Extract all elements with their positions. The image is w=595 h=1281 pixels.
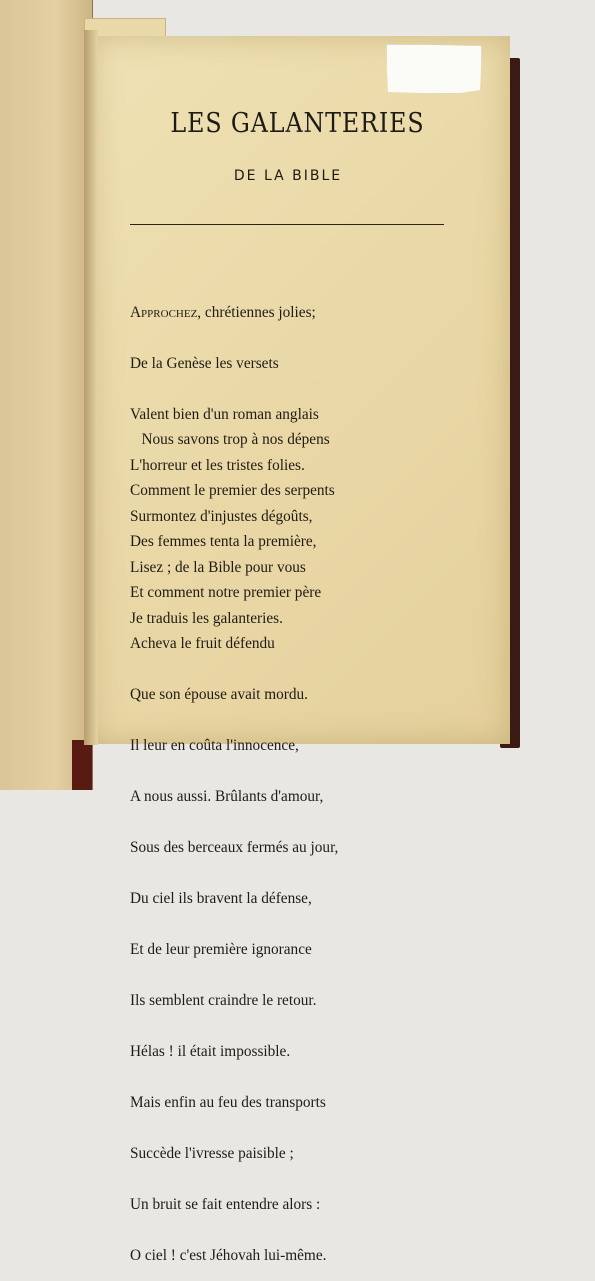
poem-line: A nous aussi. Brûlants d'amour, — [130, 788, 324, 805]
page-title: LES GALANTERIES — [170, 108, 425, 139]
poem-line: Valent bien d'un roman anglais — [130, 406, 319, 423]
library-label-sticker — [386, 44, 482, 94]
poem-line: Comment le premier des serpents — [130, 482, 335, 499]
poem-line: Lisez ; de la Bible pour vous — [130, 559, 306, 576]
poem-line: Du ciel ils bravent la défense, — [130, 890, 312, 907]
poem-line: Surmontez d'injustes dégoûts, — [130, 508, 313, 525]
stanza-2 — [130, 397, 338, 1281]
poem-line: Et de leur première ignorance — [130, 941, 312, 958]
page-subtitle: DE LA BIBLE — [233, 168, 343, 184]
poem-line: Succède l'ivresse paisible ; — [130, 1145, 294, 1162]
poem-line: Il leur en coûta l'innocence, — [130, 737, 299, 754]
divider-rule — [130, 224, 444, 225]
book-cover-left — [72, 740, 92, 790]
poem-line: L'horreur et les tristes folies. — [130, 457, 305, 474]
poem-line: O ciel ! c'est Jéhovah lui-même. — [130, 1247, 327, 1264]
poem-line: Un bruit se fait entendre alors : — [130, 1196, 321, 1213]
poem-line-rest: chrétiennes jolies; — [201, 304, 316, 321]
poem-line: Que son épouse avait mordu. — [130, 686, 308, 703]
poem-line: Mais enfin au feu des transports — [130, 1094, 326, 1111]
poem-line: Nous savons trop à nos dépens — [130, 431, 330, 448]
poem-line — [130, 304, 319, 321]
poem-line: De la Genèse les versets — [130, 355, 279, 372]
poem-line: Et comment notre premier père — [130, 584, 322, 601]
poem-first-word: Approchez, — [130, 304, 202, 321]
poem-line: Hélas ! il était impossible. — [130, 1043, 291, 1060]
poem-line: Acheva le fruit défendu — [130, 635, 275, 652]
poem-line: Des femmes tenta la première, — [130, 533, 317, 550]
poem-line: Sous des berceaux fermés au jour, — [130, 839, 339, 856]
poem-line: Ils semblent craindre le retour. — [130, 992, 317, 1009]
poem-line: Je traduis les galanteries. — [130, 610, 283, 627]
